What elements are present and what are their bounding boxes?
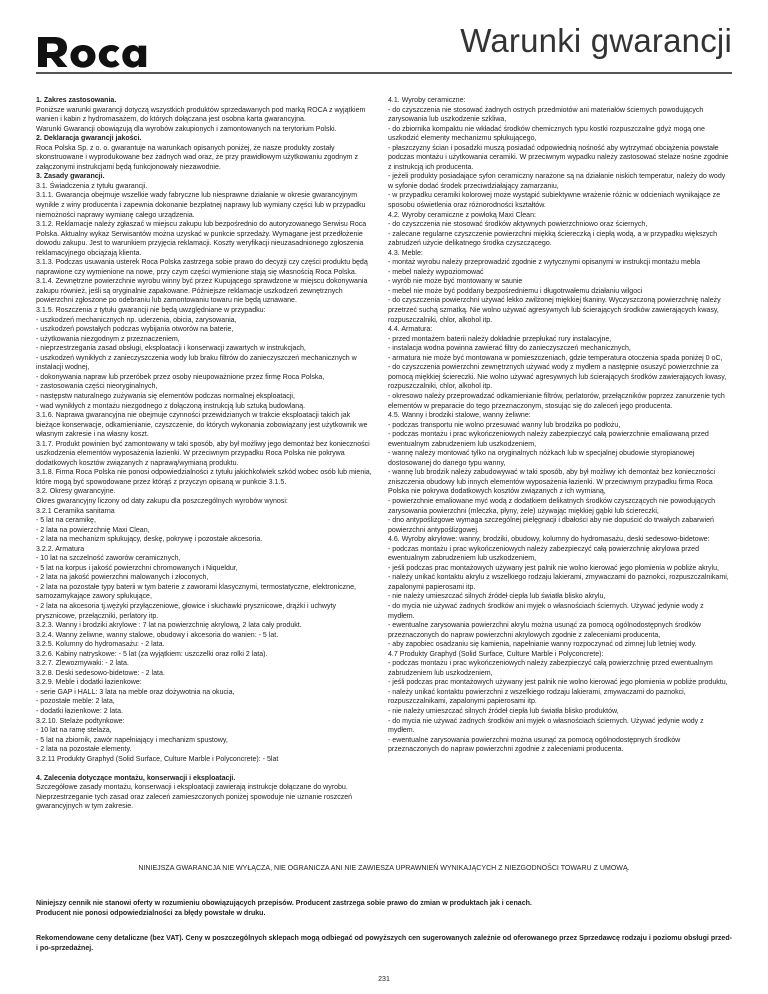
recommended-prices-note: Rekomendowane ceny detaliczne (bez VAT). Ceny w poszczególnych sklepach mogą odbiegać od powyższych cen sugerowanych zależnie od oferowanego przez Sprzedawcę rodzaju i poziomu obsługi przed- i po-sprzedażnej. xyxy=(36,935,732,952)
section-2-heading: 2. Deklaracja gwarancji jakości. xyxy=(36,135,142,143)
section-4-text: Szczegółowe zasady montażu, konserwacji i eksploatacji zawierają instrukcje dołączane do wyrobu. Nieprzestrzeganie tych zasad oraz zaleceń zamieszczonych poniżej spowoduje nie uznanie roszczeń gwarancyjnych w tym zakresie. xyxy=(36,784,353,811)
section-4-details: 4.1. Wyroby ceramiczne: - do czyszczenia nie stosować żadnych ostrych przedmiotów ani materiałów ściernych powodujących zarysowania lub uszkodzenie szkliwa, - do zbiornika kompaktu nie wkładać środków chemicznych typu kostki rozpuszczalne gdyż mogą one uszkodzić elementy mechanizmu spłukującego, - płaszczyzny ścian i posadzki muszą posiadać odpowiednią nośność aby wytrzymać obciążenia powstałe podczas montażu i użytkowania ceramiki. W przeciwnym wypadku należy zastosować stelaże nośne zgodnie z instrukcją ich producenta. - jeżeli produkty posiadające syfon ceramiczny narażone są na działanie niskich temperatur, należy do wody w syfonie dodać środek przeciwdziałający zamarzaniu, - w przypadku ceramiki kolorowej może wystąpić subiektywne wrażenie różnic w odcieniach wynikające ze sposobu oświetlenia oraz różnorodności kształtów. 4.2. Wyroby ceramiczne z powłoką Maxi Clean: - do czyszczenia nie stosować środków aktywnych powierzchniowo oraz ściernych, - zalecane regularne czyszczenie powierzchni miękką ściereczką i ciepłą wodą, a w przypadku większych zabrudzeń użycie delikatnego środka czyszczącego. 4.3. Meble: - montaż wyrobu należy przeprowadzić zgodnie z wytycznymi opisanymi w instrukcji montażu mebla - mebel należy wypoziomować - wyrób nie może być montowany w saunie - mebel nie może być poddany bezpośredniemu i długotrwałemu działaniu wilgoci - do czyszczenia powierzchni używać lekko zwilżonej miękkiej tkaniny. Wyczyszczoną powierzchnię należy przetrzeć suchą szmatką. Nie wolno używać agresywnych lub ścierających środków zawierających kwasy, rozpuszczalniki, chlor, alkohol itp. 4.4. Armatura: - przed montażem baterii należy dokładnie przepłukać rury instalacyjne, - instalacja wodna powinna zawierać filtry do zanieczyszczeń mechanicznych, - armatura nie może być montowana w pomieszczeniach, gdzie temperatura otoczenia spada poniżej 0 oC, - do czyszczenia powierzchni zewnętrznych używać wody z mydłem a następnie osuszyć powierzchnie za pomocą miękkiej ściereczki. Nie wolno używać agresywnych lub ścierających środków zawierających kwasy, rozpuszczalniki, chlor, alkohol itp. - okresowo należy przeprowadzać odkamienianie filtrów, perlatorów, przełączników poprzez zanurzenie tych elementów w preparacie do tego przeznaczonym, stosując się do zaleceń jego producenta. 4.5. Wanny i brodziki stalowe, wanny żeliwne: - podczas transportu nie wolno przesuwać wanny lub brodzika po podłożu, - podczas montażu i prac wykończeniowych należy zabezpieczyć całą powierzchnie emaliowaną przed ewentualnym zabrudzeniem lub uszkodzeniem, - wannę należy montować tylko na oryginalnych nóżkach lub w specjalnej obudowie styropianowej dostosowanej do danego typu wanny, - wannę lub brodzik należy zabudowywać w taki sposób, aby był możliwy ich demontaż bez konieczności zniszczenia obudowy lub innych elementów wyposażenia łazienki. W przeciwnym przypadku firma Roca Polska nie pokrywa dodatkowych kosztów związanych z ich wymianą, - powierzchnie emaliowane myć wodą z dodatkiem delikatnych środków czyszczących nie powodujących zarysowania powierzchni (mleczka, płyny, żele) używając miękkiej gąbki lub ściereczki, - dno antypoślizgowe wymaga szczególnej pielęgnacji i dbałości aby nie dopuścić do trwałych zabarwień powierzchni antypoślizgowej. 4.6. Wyroby akrylowe: wanny, brodziki, obudowy, kolumny do hydromasażu, deski sedesowo-bidetowe: - podczas montażu i prac wykończeniowych należy zabezpieczyć całą powierzchnię akrylowa przed ewentualnym zabrudzeniem lub uszkodzeniem, - jeśli podczas prac montażowych używany jest palnik nie wolno kierować jego płomienia w pobliże akrylu, - należy unikać kontaktu akrylu z wszelkiego rodzaju lakierami, zmywaczami do paznokci, rozpuszczalnikami, zapalonymi papierosami itp. - nie należy umieszczać silnych źródeł ciepła lub światła blisko akrylu, - do mycia nie używać żadnych środków ani myjek o własnościach ściernych. Używać jedynie wody z mydłem. - ewentualne zarysowania powierzchni akrylu można usunąć za pomocą ogólnodostępnych środków przeznaczonych do napraw powierzchni akrylowych zgodnie z zaleceniami producenta, - aby zapobiec osadzaniu się kamienia, napełnianie wanny rozpoczynać od zimnej lub letniej wody. 4.7 Produkty Graphyd (Solid Surface, Culture Marble i Polyconcrete): - podczas montażu i prac wykończeniowych należy zabezpieczyć całą powierzchnię przed ewentualnym zabrudzeniem lub uszkodzeniem, - jeśli podczas prac montażowych używany jest palnik nie wolno kierować jego płomienia w pobliże produktu, - należy unikać kontaktu powierzchni z wszelkiego rodzaju lakierami, zmywaczami do paznokci, rozpuszczalnikami, zapalonymi papierosami itp. - nie należy umieszczać silnych źródeł ciepła lub światła blisko produktów, - do mycia nie używać żadnych środków ani myjek o własnościach ściernych. Używać jedynie wody z mydłem. - ewentualne zarysowania powierzchni można usunąć za pomocą ogólnodostępnych środków przeznaczonych do napraw powierzchni zgodnie z zaleceniami producenta. xyxy=(388,97,729,754)
section-1-text: Poniższe warunki gwarancji dotyczą wszystkich produktów sprzedawanych pod marką ROCA z wyjątkiem wanien i kabin z hydromasażem, do których dołączana jest osobna karta gwarancyjna. Warunki Gwarancji obowiązują dla wyrobów zakupionych i zamontowanych na terytorium Polski. xyxy=(36,106,366,133)
page-number: 231 xyxy=(378,976,390,983)
section-4-heading: 4. Zalecenia dotyczące montażu, konserwacji i eksploatacji. xyxy=(36,774,236,782)
section-spacer xyxy=(36,764,376,774)
roca-logo xyxy=(36,34,160,68)
header-divider xyxy=(36,72,732,74)
left-column xyxy=(36,96,376,812)
right-column xyxy=(388,96,730,755)
section-3-heading: 3. Zasady gwarancji. xyxy=(36,173,105,181)
page-title: Warunki gwarancji xyxy=(460,22,732,59)
price-list-disclaimer xyxy=(36,899,732,918)
section-2-text: Roca Polska Sp. z o. o. gwarantuje na warunkach opisanych poniżej, że nasze produkty zostały skonstruowane i wyprodukowane bez żadnych wad oraz, że przy prawidłowym użytkowaniu zgodnym z załączonymi instrukcjami będą funkcjonowały niezawodnie. xyxy=(36,144,358,171)
warranty-notice: NINIEJSZA GWARANCJA NIE WYŁĄCZA, NIE OGRANICZA ANI NIE ZAWIESZA UPRAWNIEŃ WYNIKAJĄCYCH Z NIEZGODNOŚCI TOWARU Z UMOWĄ. xyxy=(138,865,630,872)
disclaimer-line-1: Niniejszy cennik nie stanowi oferty w rozumieniu obowiązujących przepisów. Producent zastrzega sobie prawo do zmian w produktach jak i cenach. xyxy=(36,900,532,907)
section-3-text: 3.1. Świadczenia z tytułu gwarancji. 3.1.1. Gwarancja obejmuje wszelkie wady fabryczne lub niesprawne działanie w okresie gwarancyjnym wynikłe z winy producenta i zapewnia dokonanie bezpłatnej naprawy lub wymiany części lub w przypadku niemożności naprawy wymianę całego urządzenia. 3.1.2. Reklamacje należy zgłaszać w miejscu zakupu lub bezpośrednio do autoryzowanego Serwisu Roca Polska. Aktualny wykaz Serwisantów można uzyskać w punkcie sprzedaży. Wymagane jest przedłożenie dowodu zakupu. Jest to warunkiem przyjęcia reklamacji. Koszty weryfikacji nieuzasadnionego zgłoszenia reklamacyjnego obciążają klienta. 3.1.3. Podczas usuwania usterek Roca Polska zastrzega sobie prawo do decyzji czy części produktu będą naprawione czy wymienione na nowe, przy czym części wymienione stają się własnością Roca Polska. 3.1.4. Zewnętrzne powierzchnie wyrobu winny być przez Kupującego sprawdzone w miejscu dokonywania zakupu również, jeśli są oryginalnie zapakowane. Późniejsze reklamacje uszkodzeń zewnętrznych powierzchni zgłoszone po odebraniu lub zamontowaniu towaru nie będą uznawane. 3.1.5. Roszczenia z tytułu gwarancji nie będą uwzględniane w przypadku: - uszkodzeń mechanicznych np. uderzenia, obicia, zarysowania, - uszkodzeń powstałych podczas wybijania otworów na baterie, - użytkowania niezgodnym z przeznaczeniem, - nieprzestrzegania zasad obsługi, eksploatacji i konserwacji zawartych w instrukcjach, - uszkodzeń wynikłych z zanieczyszczenia wody lub braku filtrów do zanieczyszczeń mechanicznych w instalacji wodnej, - dokonywania napraw lub przeróbek przez osoby nieupoważnione przez firmę Roca Polska, - zastosowania części nieoryginalnych, - następstw naturalnego zużywania się elementów podczas normalnej eksploatacji, - wad wynikłych z montażu niezgodnego z dołączoną instrukcją lub sztuką budowlaną. 3.1.6. Naprawa gwarancyjna nie obejmuje czynności przewidzianych w trakcie eksploatacji takich jak bieżące konserwacje, odkamienianie, czyszczenie, do których wykonania zobowiązany jest użytkownik we własnym zakresie i na własny koszt. 3.1.7. Produkt powinien być zamontowany w taki sposób, aby był możliwy jego demontaż bez konieczności uszkodzenia elementów wyposażenia łazienki. W przeciwnym przypadku Roca Polska nie pokrywa dodatkowych kosztów związanych z naprawą/wymianą produktu. 3.1.8. Firma Roca Polska nie ponosi odpowiedzialności z tytułu jakichkolwiek szkód wobec osób lub mienia, które mogą być spowodowane przez którąś z przyczyn opisaną w punkcie 3.1.5. 3.2. Okresy gwarancyjne. Okres gwarancyjny liczony od daty zakupu dla poszczególnych wyrobów wynosi: 3.2.1 Ceramika sanitarna - 5 lat na ceramikę, - 2 lata na powierzchnię Maxi Clean, - 2 lata na mechanizm spłukujący, deskę, pokrywę i pozostałe akcesoria. 3.2.2. Armatura - 10 lat na szczelność zaworów ceramicznych, - 5 lat na korpus i jakość powierzchni chromowanych i Niqueldur, - 2 lata na jakość powierzchni malowanych i złoconych, - 2 lata na pozostałe typy baterii w tym baterie z zaworami klasycznymi, termostatyczne, elektroniczne, samozamykające zawory spłukujące, - 2 lata na akcesoria tj.wężyki przyłączeniowe, głowice i słuchawki prysznicowe, drążki i uchwyty prysznicowe, przełączniki, perlatory itp. 3.2.3. Wanny i brodziki akrylowe : 7 lat na powierzchnię akrylową, 2 lata cały produkt. 3.2.4. Wanny żeliwne, wanny stalowe, obudowy i akcesoria do wanien: - 5 lat. 3.2.5. Kolumny do hydromasażu: - 2 lata. 3.2.6. Kabiny natryskowe: - 5 lat (za wyjątkiem: uszczelki oraz rolki 2 lata). 3.2.7. Zlewozmywaki: - 2 lata. 3.2.8. Deski sedesowo-bidetowe: - 2 lata. 3.2.9. Meble i dodatki łazienkowe: - serie GAP i HALL: 3 lata na meble oraz dożywotnia na okucia, - pozostałe meble: 2 lata, - dodatki łazienkowe: 2 lata. 3.2.10. Stelaże podtynkowe: - 10 lat na ramę stelaża, - 5 lat na zbiornik, zawór napełniający i mechanizm spustowy, - 2 lata na pozostałe elementy. 3.2.11 Produkty Graphyd (Solid Surface, Culture Marble i Polyconcrete): - 5lat xyxy=(36,182,372,763)
section-1-heading: 1. Zakres zastosowania. xyxy=(36,97,117,104)
disclaimer-line-2: Producent nie ponosi odpowiedzialności za błędy powstałe w druku. xyxy=(36,909,266,917)
